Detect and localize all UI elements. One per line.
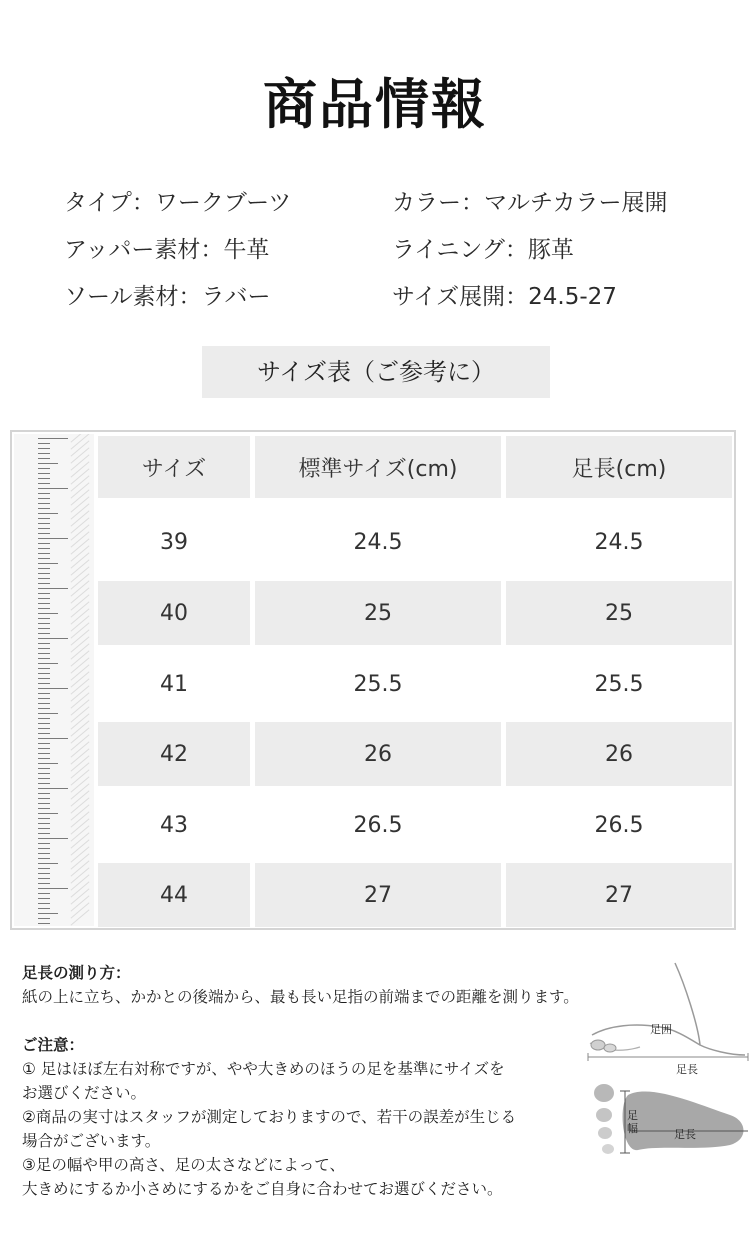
ruler-tick	[38, 598, 50, 599]
ruler-tick	[38, 578, 50, 579]
spec-type: タイプ：ワークブーツ	[64, 190, 292, 216]
ruler-tick	[38, 848, 50, 849]
ruler-tick	[38, 778, 50, 779]
cell-value: 26	[364, 741, 392, 767]
cell-value: 25.5	[353, 671, 403, 697]
ruler-tick	[38, 903, 50, 904]
ruler-tick	[38, 668, 50, 669]
cell-value: 26	[605, 741, 633, 767]
cell-value: 40	[160, 600, 188, 626]
table-cell	[98, 652, 250, 716]
ruler-tick	[38, 813, 58, 814]
cell-value: 26.5	[353, 812, 403, 838]
ruler-tick	[38, 438, 68, 439]
ruler-tick	[38, 628, 50, 629]
ruler-tick	[38, 513, 58, 514]
table-cell	[98, 581, 250, 645]
ruler-tick	[38, 623, 50, 624]
ruler-tick	[38, 458, 50, 459]
ruler-tick	[38, 773, 50, 774]
ruler-tick	[38, 768, 50, 769]
diagram-label-girth: 足囲	[650, 1023, 672, 1036]
ruler-tick	[38, 443, 50, 444]
ruler-tick	[38, 618, 50, 619]
ruler-tick	[38, 878, 50, 879]
ruler-tick	[38, 683, 50, 684]
table-cell	[506, 652, 732, 716]
diagram-label-length-bottom: 足長	[674, 1128, 696, 1141]
ruler-decoration	[14, 434, 94, 926]
ruler-tick	[38, 738, 68, 739]
ruler-tick	[38, 483, 50, 484]
ruler-tick	[38, 763, 58, 764]
ruler-tick	[38, 538, 68, 539]
table-cell	[506, 722, 732, 786]
spec-sole: ソール素材：ラバー	[64, 284, 271, 310]
ruler-tick	[38, 678, 50, 679]
foot-diagram	[580, 955, 750, 1165]
ruler-tick	[38, 758, 50, 759]
cell-value: 27	[605, 882, 633, 908]
ruler-tick	[38, 908, 50, 909]
ruler-tick	[38, 493, 50, 494]
ruler-tick	[38, 708, 50, 709]
cell-value: 25.5	[594, 671, 644, 697]
ruler-tick	[38, 913, 58, 914]
table-cell	[506, 863, 732, 927]
ruler-tick	[38, 463, 58, 464]
ruler-tick	[38, 448, 50, 449]
ruler-tick	[38, 828, 50, 829]
measure-text: 紙の上に立ち、かかとの後端から、最も長い足指の前端までの距離を測ります。	[22, 988, 579, 1006]
ruler-tick	[38, 548, 50, 549]
ruler-tick	[38, 873, 50, 874]
table-header-size	[98, 436, 250, 498]
table-cell	[255, 722, 501, 786]
ruler-tick	[38, 863, 58, 864]
ruler-tick	[38, 508, 50, 509]
table-cell	[98, 722, 250, 786]
ruler-tick	[38, 478, 50, 479]
ruler-tick	[38, 823, 50, 824]
cell-value: 25	[364, 600, 392, 626]
ruler-tick	[38, 843, 50, 844]
cell-value: 44	[160, 882, 188, 908]
ruler-tick	[38, 653, 50, 654]
ruler-tick	[38, 698, 50, 699]
header-label: 足長(cm)	[571, 456, 667, 482]
ruler-tick	[38, 663, 58, 664]
ruler-tick	[38, 528, 50, 529]
table-cell	[98, 793, 250, 857]
ruler-tick	[38, 808, 50, 809]
table-cell	[255, 652, 501, 716]
ruler-tick	[38, 593, 50, 594]
caution-line: 場合がございます。	[22, 1132, 161, 1150]
table-header-standard	[255, 436, 501, 498]
ruler-tick	[38, 518, 50, 519]
ruler-tick	[38, 588, 68, 589]
ruler-tick	[38, 558, 50, 559]
table-cell	[255, 863, 501, 927]
page-title: 商品情報	[263, 73, 487, 136]
ruler-tick	[38, 893, 50, 894]
ruler-tick	[38, 918, 50, 919]
ruler-tick	[38, 613, 58, 614]
table-header-foot-length	[506, 436, 732, 498]
ruler-tick	[38, 883, 50, 884]
ruler-tick	[38, 748, 50, 749]
ruler-tick	[38, 783, 50, 784]
ruler-tick	[38, 533, 50, 534]
ruler-tick	[38, 568, 50, 569]
ruler-tick	[38, 853, 50, 854]
ruler-tick	[38, 798, 50, 799]
ruler-tick	[38, 788, 68, 789]
ruler-tick	[38, 868, 50, 869]
ruler-tick	[38, 633, 50, 634]
cell-value: 24.5	[353, 529, 403, 555]
ruler-tick	[38, 703, 50, 704]
ruler-tick	[38, 473, 50, 474]
ruler-tick	[38, 573, 50, 574]
caution-title: ご注意：	[22, 1036, 85, 1054]
cell-value: 25	[605, 600, 633, 626]
ruler-hatch	[70, 909, 89, 925]
ruler-tick	[38, 728, 50, 729]
cell-value: 39	[160, 529, 188, 555]
ruler-tick	[38, 553, 50, 554]
cell-value: 41	[160, 671, 188, 697]
ruler-tick	[38, 648, 50, 649]
table-cell	[255, 581, 501, 645]
ruler-tick	[38, 638, 68, 639]
ruler-tick	[38, 543, 50, 544]
foot-illustration	[580, 955, 750, 1165]
ruler-tick	[38, 453, 50, 454]
table-cell	[506, 510, 732, 574]
ruler-tick	[38, 693, 50, 694]
ruler-tick	[38, 468, 50, 469]
ruler-tick	[38, 743, 50, 744]
diagram-label-width: 足 幅	[627, 1109, 638, 1135]
caution-line: 大きめにするか小さめにするかをご自身に合わせてお選びください。	[22, 1180, 503, 1198]
ruler-tick	[38, 488, 68, 489]
spec-lining: ライニング：豚革	[392, 237, 574, 263]
ruler-tick	[38, 673, 50, 674]
ruler-tick	[38, 718, 50, 719]
ruler-tick	[38, 838, 68, 839]
table-cell	[506, 793, 732, 857]
spec-upper: アッパー素材：牛革	[64, 237, 270, 263]
ruler-tick	[38, 898, 50, 899]
cell-value: 42	[160, 741, 188, 767]
size-table-heading: サイズ表（ご参考に）	[256, 358, 496, 386]
ruler-tick	[38, 888, 68, 889]
ruler-tick	[38, 753, 50, 754]
ruler-tick	[38, 803, 50, 804]
table-cell	[255, 510, 501, 574]
ruler-tick	[38, 563, 58, 564]
measure-title: 足長の測り方：	[22, 964, 131, 982]
caution-line: お選びください。	[22, 1084, 147, 1102]
ruler-tick	[38, 713, 58, 714]
caution-line: ③足の幅や甲の高さ、足の太さなどによって、	[22, 1156, 345, 1174]
table-cell	[255, 793, 501, 857]
ruler-tick	[38, 688, 68, 689]
ruler-tick	[38, 643, 50, 644]
header-label: サイズ	[141, 456, 207, 482]
caution-line: ① 足はほぼ左右対称ですが、やや大きめのほうの足を基準にサイズを	[22, 1060, 505, 1078]
ruler-tick	[38, 733, 50, 734]
cell-value: 26.5	[594, 812, 644, 838]
table-cell	[98, 863, 250, 927]
ruler-tick	[38, 793, 50, 794]
ruler-tick	[38, 858, 50, 859]
ruler-tick	[38, 923, 50, 924]
table-cell	[98, 510, 250, 574]
cell-value: 27	[364, 882, 392, 908]
ruler-tick	[38, 523, 50, 524]
ruler-tick	[38, 818, 50, 819]
caution-line: ②商品の実寸はスタッフが測定しておりますので、若干の誤差が生じる	[22, 1108, 517, 1126]
spec-color: カラー：マルチカラー展開	[392, 190, 668, 216]
ruler-tick	[38, 658, 50, 659]
ruler-tick	[38, 608, 50, 609]
spec-sizes: サイズ展開：24.5-27	[392, 284, 617, 310]
diagram-label-length-top: 足長	[676, 1063, 698, 1076]
table-cell	[506, 581, 732, 645]
cell-value: 24.5	[594, 529, 644, 555]
ruler-tick	[38, 503, 50, 504]
cell-value: 43	[160, 812, 188, 838]
ruler-tick	[38, 603, 50, 604]
ruler-tick	[38, 723, 50, 724]
ruler-tick	[38, 833, 50, 834]
header-label: 標準サイズ(cm)	[298, 456, 458, 482]
ruler-tick	[38, 498, 50, 499]
ruler-tick	[38, 583, 50, 584]
